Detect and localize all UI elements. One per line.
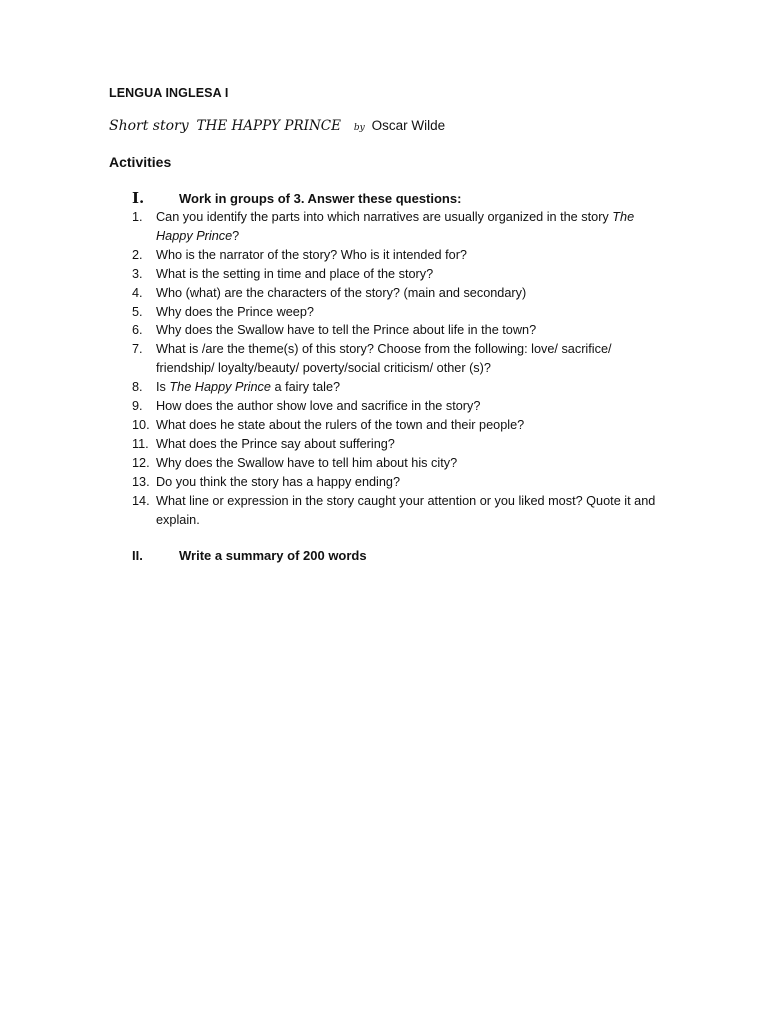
question-item	[132, 246, 662, 265]
question-text-plain: What does he state about the rulers of the town and their people?	[156, 417, 525, 432]
question-number: 1.	[132, 210, 143, 224]
question-item	[132, 416, 662, 435]
question-text-plain: Why does the Swallow have to tell the Prince about life in the town?	[156, 323, 537, 338]
question-text	[156, 454, 662, 473]
question-item	[132, 473, 662, 492]
question-text-plain: a fairy tale?	[270, 380, 341, 395]
question-item	[132, 397, 662, 416]
story-author: Oscar Wilde	[371, 118, 446, 133]
question-number: 13.	[132, 474, 150, 489]
question-item	[132, 340, 662, 378]
story-by: by	[353, 123, 365, 133]
question-text	[156, 397, 662, 416]
question-text-plain: What is /are the theme(s) of this story? Choose from the following: love/ sacrifice/ friendship/ loyalty/beauty/ poverty/social criticism/ other (s)?	[156, 342, 612, 376]
question-number: 6.	[132, 323, 143, 338]
question-item	[132, 454, 662, 473]
section-2-numeral: II.	[132, 548, 143, 563]
question-text-plain: What does the Prince say about suffering?	[156, 436, 395, 451]
question-text	[156, 284, 662, 303]
question-text-plain: What line or expression in the story caught your attention or you liked most? Quote it and explain.	[156, 493, 656, 527]
question-text-plain: Why does the Prince weep?	[156, 304, 314, 319]
question-number: 10.	[132, 417, 150, 432]
question-text	[156, 246, 662, 265]
question-text-plain: Who (what) are the characters of the story? (main and secondary)	[156, 285, 527, 300]
question-number: 3.	[132, 266, 143, 281]
question-number: 4.	[132, 285, 143, 300]
question-text	[156, 208, 662, 246]
section-1-heading	[132, 189, 461, 207]
question-text-plain: What is the setting in time and place of the story?	[156, 266, 434, 281]
question-text-title: The Happy Prince	[156, 210, 635, 243]
question-number: 11.	[132, 436, 149, 451]
section-1-numeral: I.	[132, 189, 145, 207]
question-item	[132, 208, 662, 246]
question-number: 12.	[132, 455, 150, 470]
section-1-instruction: Work in groups of 3. Answer these questions:	[179, 191, 462, 206]
question-text-title: The Happy Prince	[169, 380, 271, 395]
question-text-plain: Why does the Swallow have to tell him about his city?	[156, 455, 458, 470]
question-text	[156, 303, 662, 322]
question-number: 8.	[132, 380, 143, 395]
question-number: 9.	[132, 399, 143, 414]
section-2-instruction: Write a summary of 200 words	[179, 548, 367, 563]
question-text-plain: Is	[156, 380, 170, 395]
course-title: LENGUA INGLESA I	[109, 86, 229, 100]
story-title: THE HAPPY PRINCE	[196, 118, 341, 134]
question-text	[156, 265, 662, 284]
question-text	[156, 321, 662, 340]
question-text	[156, 340, 662, 378]
question-number: 7.	[132, 342, 143, 357]
question-text-plain: How does the author show love and sacrifice in the story?	[156, 399, 481, 414]
question-text	[156, 416, 662, 435]
question-text	[156, 435, 662, 454]
question-item	[132, 378, 662, 397]
question-item	[132, 321, 662, 340]
question-text	[156, 378, 662, 397]
question-text-plain: ?	[232, 228, 240, 243]
question-text	[156, 473, 662, 492]
question-text-plain: Do you think the story has a happy ending?	[156, 474, 401, 489]
question-number: 2.	[132, 247, 143, 262]
question-number: 14.	[132, 493, 150, 508]
question-text	[156, 492, 662, 530]
question-item	[132, 284, 662, 303]
question-item	[132, 435, 662, 454]
activities-heading: Activities	[109, 154, 172, 170]
question-text-plain: Can you identify the parts into which narratives are usually organized in the story	[156, 210, 613, 224]
question-item	[132, 303, 662, 322]
question-text-plain: Who is the narrator of the story? Who is it intended for?	[156, 247, 467, 262]
question-item	[132, 265, 662, 284]
question-item	[132, 492, 662, 530]
story-prefix: Short story	[109, 118, 189, 134]
story-line	[109, 117, 445, 134]
section-2-heading	[132, 548, 367, 563]
question-list	[132, 208, 662, 529]
question-number: 5.	[132, 304, 143, 319]
